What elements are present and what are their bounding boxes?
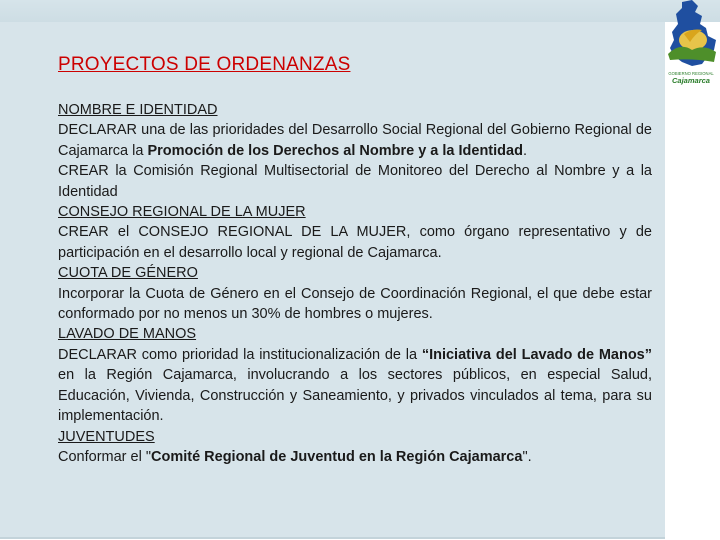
paragraph-end: . — [522, 142, 527, 159]
paragraph-text: en la Región Cajamarca, involucrando a los sectores públicos, en especial Salud, Educación, Vivienda, Construcción y Saneamiento, y privados vinculados al tema, para su implementación. — [58, 367, 652, 425]
paragraph-text: , como órgano representativo y de participación en el desarrollo local y regional de Cajamarca. — [58, 224, 652, 261]
paragraph-declarar-nombre — [58, 120, 652, 161]
paragraph-cuota: Incorporar la Cuota de Género en el Consejo de Coordinación Regional, el que debe estar conformado por no menos un 30% de hombres o mujeres. — [58, 285, 652, 323]
emphasis-text: “Iniciativa del Lavado de Manos” — [421, 346, 652, 363]
verb-crear: CREAR — [58, 224, 109, 241]
ordinance-list — [58, 100, 652, 467]
paragraph-text: el — [108, 224, 139, 241]
paragraph-lavado — [58, 345, 652, 427]
section-heading-lavado-manos: LAVADO DE MANOS — [58, 326, 197, 343]
verb-declarar: DECLARAR — [58, 122, 137, 139]
page-title: PROYECTOS DE ORDENANZAS — [58, 54, 351, 75]
top-band — [0, 0, 720, 22]
logo-caption-top: GOBIERNO REGIONAL — [668, 71, 714, 76]
section-heading-juventudes: JUVENTUDES — [58, 428, 155, 445]
emphasis-text: Promoción de los Derechos al Nombre y a la Identidad — [147, 142, 523, 159]
paragraph-juventudes — [58, 447, 652, 467]
paragraph-text: como prioridad la institucionalización de la — [136, 346, 422, 363]
paragraph-text: Conformar el " — [58, 448, 151, 465]
emphasis-text: Comité Regional de Juventud en la Región Cajamarca — [150, 448, 523, 465]
paragraph-crear-consejo — [58, 222, 652, 263]
paragraph-text: una de las prioridades del Desarrollo Social Regional del Gobierno Regional de Cajamarca la — [58, 122, 652, 159]
verb-declarar: DECLARAR — [58, 346, 137, 363]
section-heading-nombre-identidad: NOMBRE E IDENTIDAD — [58, 102, 218, 118]
section-heading-cuota-genero: CUOTA DE GÉNERO — [58, 265, 198, 282]
gobierno-regional-cajamarca-logo — [662, 0, 720, 92]
paragraph-end: ". — [522, 448, 532, 465]
paragraph-text: la Comisión Regional Multisectorial de Monitoreo del Derecho al Nombre y a la Identidad — [58, 163, 652, 200]
section-heading-consejo-mujer: CONSEJO REGIONAL DE LA MUJER — [58, 204, 306, 221]
verb-crear: CREAR — [58, 163, 109, 180]
consejo-name: CONSEJO REGIONAL DE LA MUJER — [138, 224, 407, 241]
logo-caption-bottom: Cajamarca — [672, 76, 710, 85]
paragraph-crear-comision — [58, 161, 652, 202]
